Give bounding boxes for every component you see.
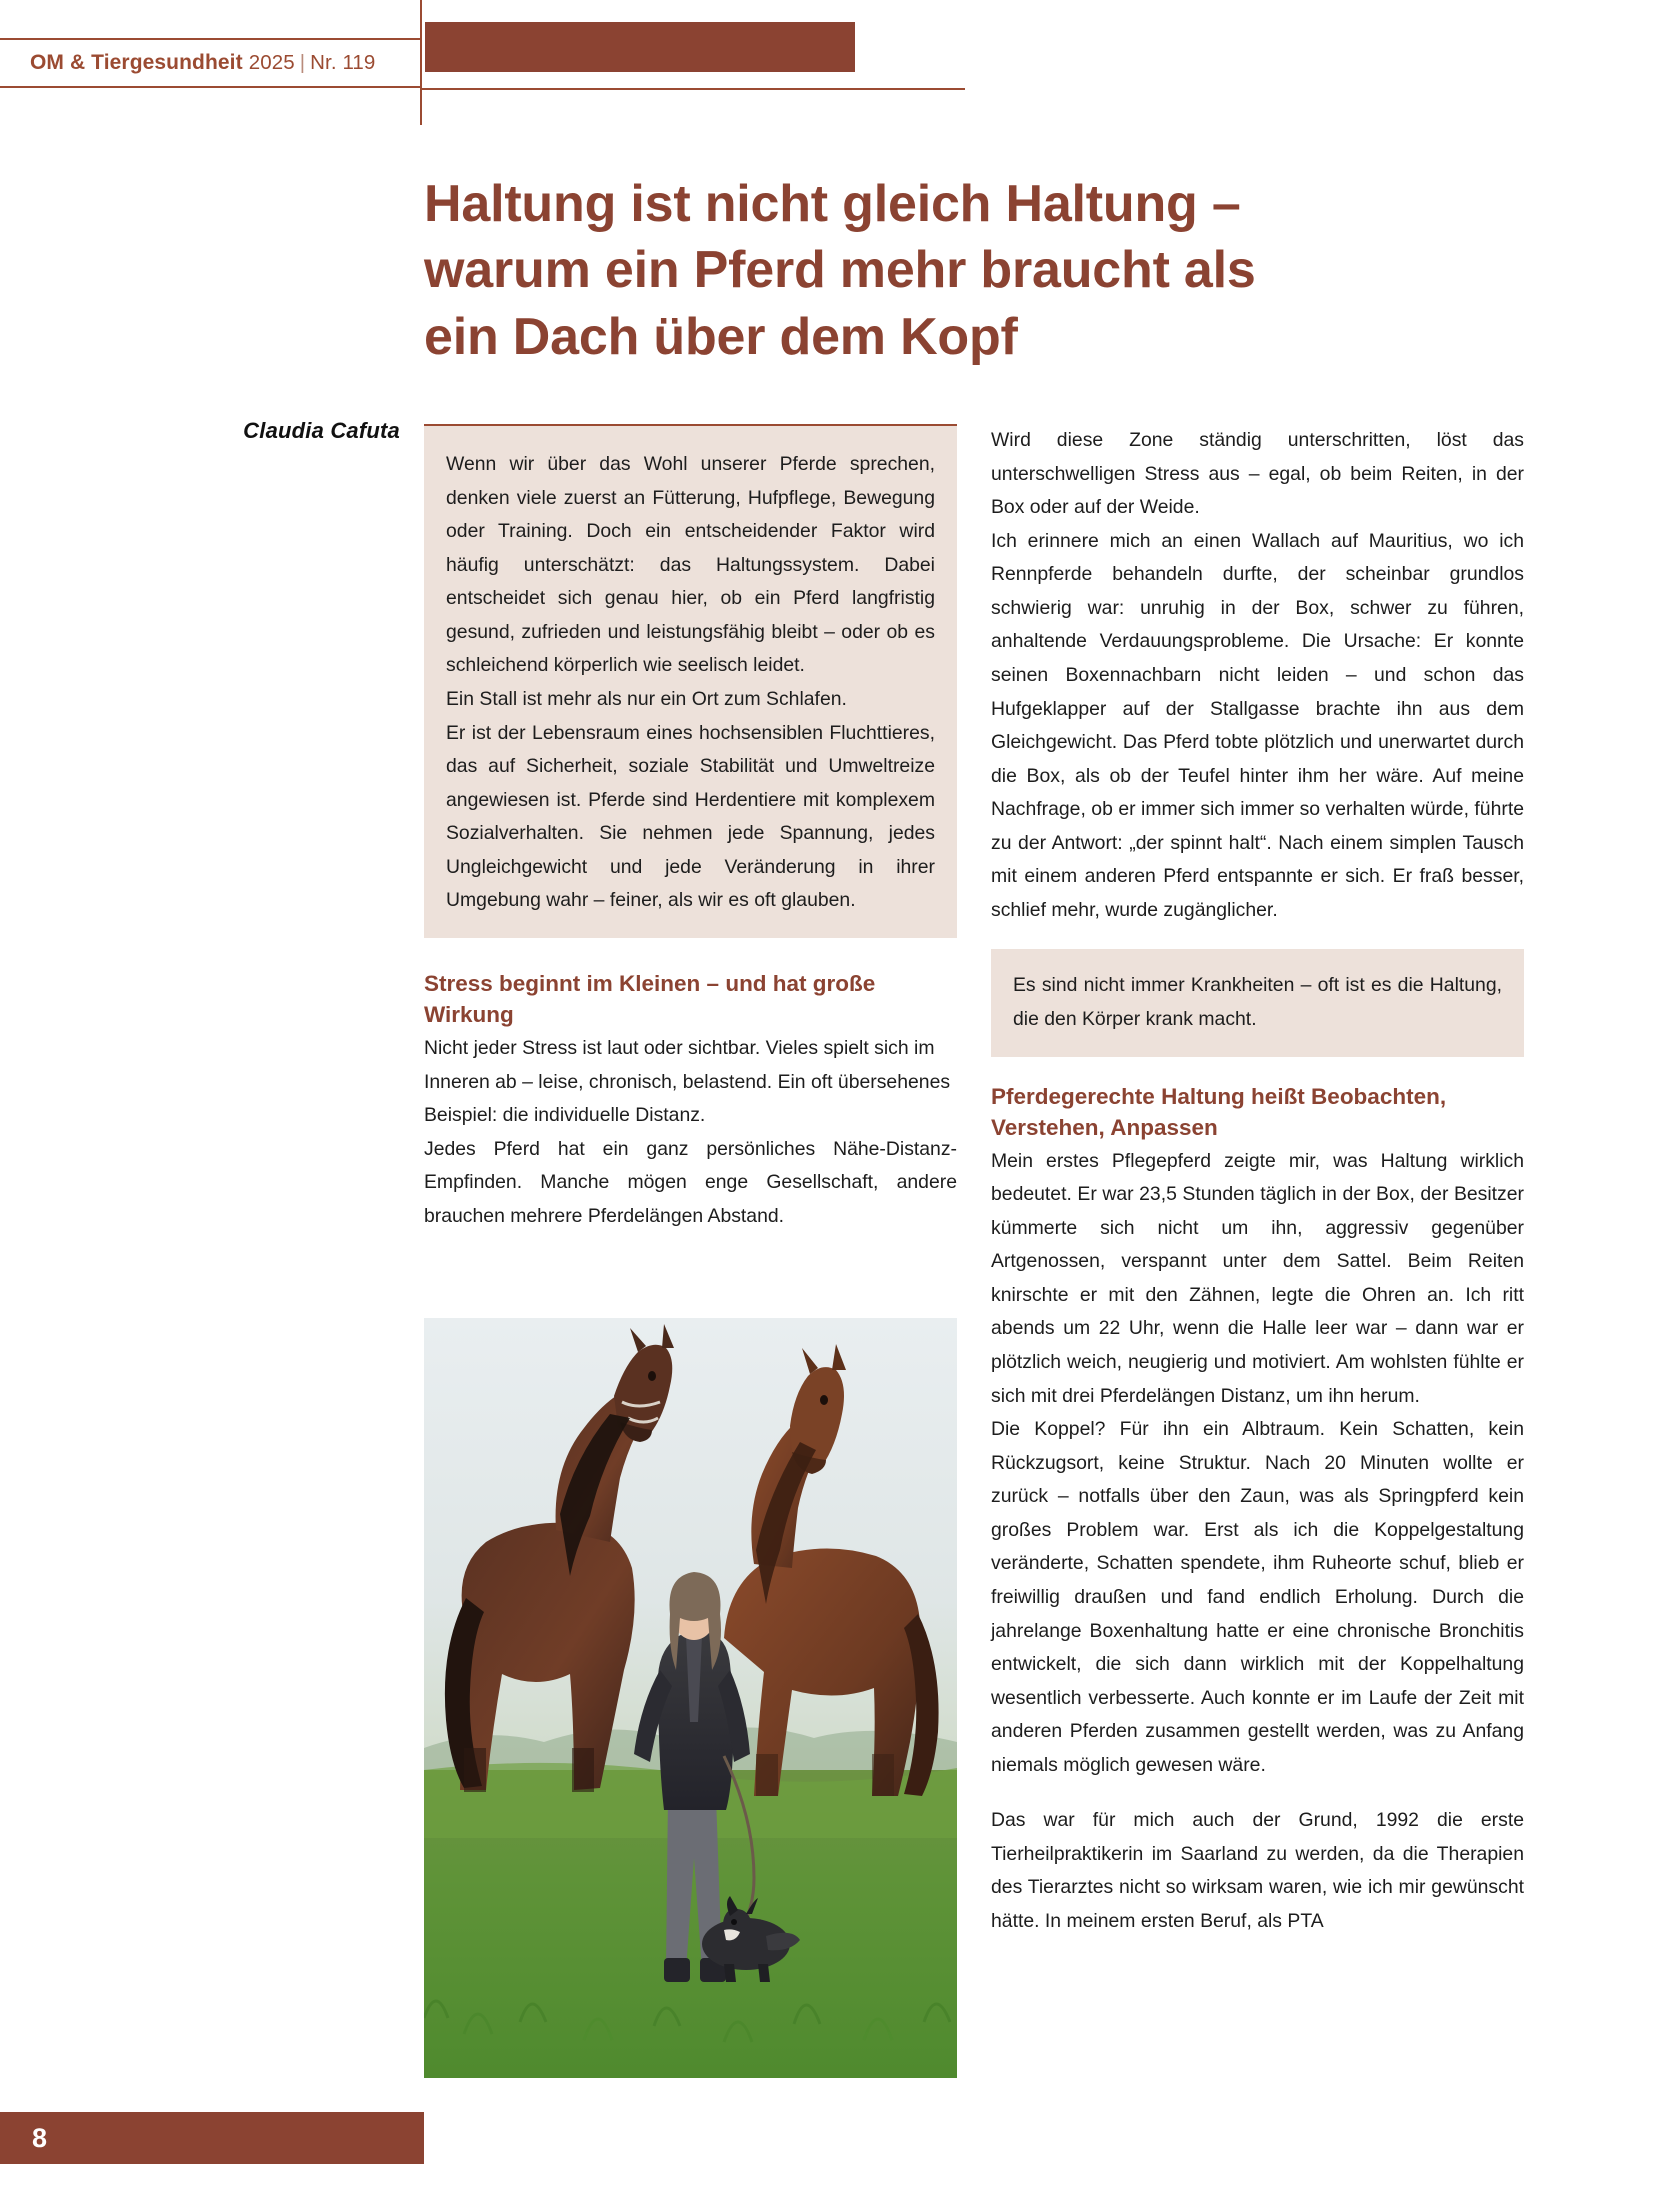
right-paragraph-2: Ich erinnere mich an einen Wallach auf Mauritius, wo ich Rennpferde behandeln durfte, der scheinbar grundlos schwierig war: unruhig in der Box, schwer zu führen, anhaltende Verdauungsprobleme. Die Ursache: Er konnte seinen Boxennachbarn nicht leiden – und schon das Hufgeklapper auf der Stallgasse brachte ihn aus dem Gleichgewicht. Das Pferd tobte plötzlich und unerwartet durch die Box, als ob der Teufel hinter ihm her wäre. Auf meine Nachfrage, ob er immer sich immer so verhalten würde, führte zu der Antwort: „der spinnt halt“. Nach einem simplen Tausch mit einem anderen Pferd entspannte er sich. Er fraß besser, schlief mehr, wurde zugänglicher.: [991, 529, 1524, 921]
lead-paragraph-3: Er ist der Lebensraum eines hochsensiblen Fluchttieres, das auf Sicherheit, soziale Stabilität und Umweltreize angewiesen ist. Pferde sind Herdentiere mit komplexem Sozialverhalten. Sie nehmen jede Spannung, jedes Ungleichgewicht und jede Veränderung in ihrer Umgebung wahr – feiner, als wir es oft glauben.: [446, 721, 935, 912]
page-footer: [0, 2112, 424, 2164]
lead-paragraph-1: Wenn wir über das Wohl unserer Pferde sprechen, denken viele zuerst an Fütterung, Hufpflege, Bewegung oder Training. Doch ein entscheidender Faktor wird häufig unterschätzt: das Haltungssystem. Dabei entscheidet sich genau hier, ob ein Pferd langfristig gesund, zufrieden und leistungsfähig bleibt – oder ob es schleichend körperlich wie seelisch leidet.: [446, 453, 935, 677]
masthead-brand: OM & Tiergesundheit: [30, 51, 243, 74]
right-section-heading: Pferdegerechte Haltung heißt Beobachten, Verstehen, Anpassen: [991, 1083, 1447, 1140]
lead-box: [424, 424, 957, 938]
left-section-heading: Stress beginnt im Kleinen – und hat große Wirkung: [424, 970, 876, 1027]
paragraph-spacer: [991, 1782, 1524, 1804]
author-byline: Claudia Cafuta: [243, 418, 400, 443]
title-line-1: Haltung ist nicht gleich Haltung –: [424, 174, 1241, 233]
right-paragraph-4: Die Koppel? Für ihn ein Albtraum. Kein Schatten, kein Rückzugsort, keine Struktur. Nach 20 Minuten wollte er zurück – notfalls über den Zaun, was als Springpferd kein großes Problem war. Erst als ich die Koppelgestaltung veränderte, Schatten spendete, ihm Ruheorte schuf, blieb er freiwillig draußen und fand endlich Erholung. Durch die jahrelange Boxenhaltung hatte er eine chronische Bronchitis entwickelt, die sich dann wirklich mit der Koppelhaltung wesentlich verbesserte. Auch konnte er im Laufe der Zeit mit anderen Pferden zusammen gestellt werden, was zu Anfang niemals möglich gewesen wäre.: [991, 1418, 1524, 1776]
photo-illustration: [424, 1318, 957, 2078]
masthead-horizontal-rule: [420, 88, 965, 90]
masthead-accent-bar: [425, 22, 855, 72]
title-line-2: warum ein Pferd mehr braucht als: [424, 241, 1256, 300]
lead-paragraph-2: Ein Stall ist mehr als nur ein Ort zum Schlafen.: [446, 687, 847, 710]
left-paragraph-2: Jedes Pferd hat ein ganz persönliches Nähe-Distanz-Empfinden. Manche mögen enge Gesellschaft, andere brauchen mehrere Pferdelängen Abstand.: [424, 1137, 957, 1227]
title-line-3: ein Dach über dem Kopf: [424, 307, 1018, 366]
left-paragraph-1: Nicht jeder Stress ist laut oder sichtbar. Vieles spielt sich im Inneren ab – leise, chronisch, belastend. Ein oft übersehenes Beispiel: die individuelle Distanz.: [424, 1036, 951, 1127]
right-paragraph-3: Mein erstes Pflegepferd zeigte mir, was Haltung wirklich bedeutet. Er war 23,5 Stunden täglich in der Box, der Besitzer kümmerte sich nicht um ihn, aggressiv gegenüber Artgenossen, verspannt unter dem Sattel. Beim Reiten knirschte er mit den Zähnen, legte die Ohren an. Ich ritt abends um 22 Uhr, wenn die Halle leer war – dann war er plötzlich weich, neugierig und motiviert. Am wohlsten fühlte er sich mit drei Pferdelängen Distanz, um ihn herum.: [991, 1149, 1524, 1407]
pull-quote-box: [991, 949, 1524, 1056]
page-number: 8: [32, 2122, 48, 2153]
page-title: [424, 171, 1484, 371]
masthead-year: 2025: [248, 51, 295, 74]
masthead-separator: |: [299, 51, 306, 74]
right-paragraph-1: Wird diese Zone ständig unterschritten, löst das unterschwelligen Stress aus – egal, ob beim Reiten, in der Box oder auf der Weide.: [991, 429, 1524, 519]
right-column: [991, 424, 1524, 1939]
masthead-text: [0, 51, 375, 75]
left-column: [424, 424, 957, 1233]
pull-quote-text: Es sind nicht immer Krankheiten – oft ist es die Haltung, die den Körper krank macht.: [1013, 974, 1502, 1030]
article-photo: [424, 1318, 957, 2078]
right-paragraph-5: Das war für mich auch der Grund, 1992 die erste Tierheilpraktikerin im Saarland zu werden, da die Therapien des Tierarztes nicht so wirksam waren, wie ich mir gewünscht hätte. In meinem ersten Beruf, als PTA: [991, 1809, 1524, 1933]
masthead-issue: Nr. 119: [310, 51, 376, 74]
masthead: [0, 38, 422, 88]
